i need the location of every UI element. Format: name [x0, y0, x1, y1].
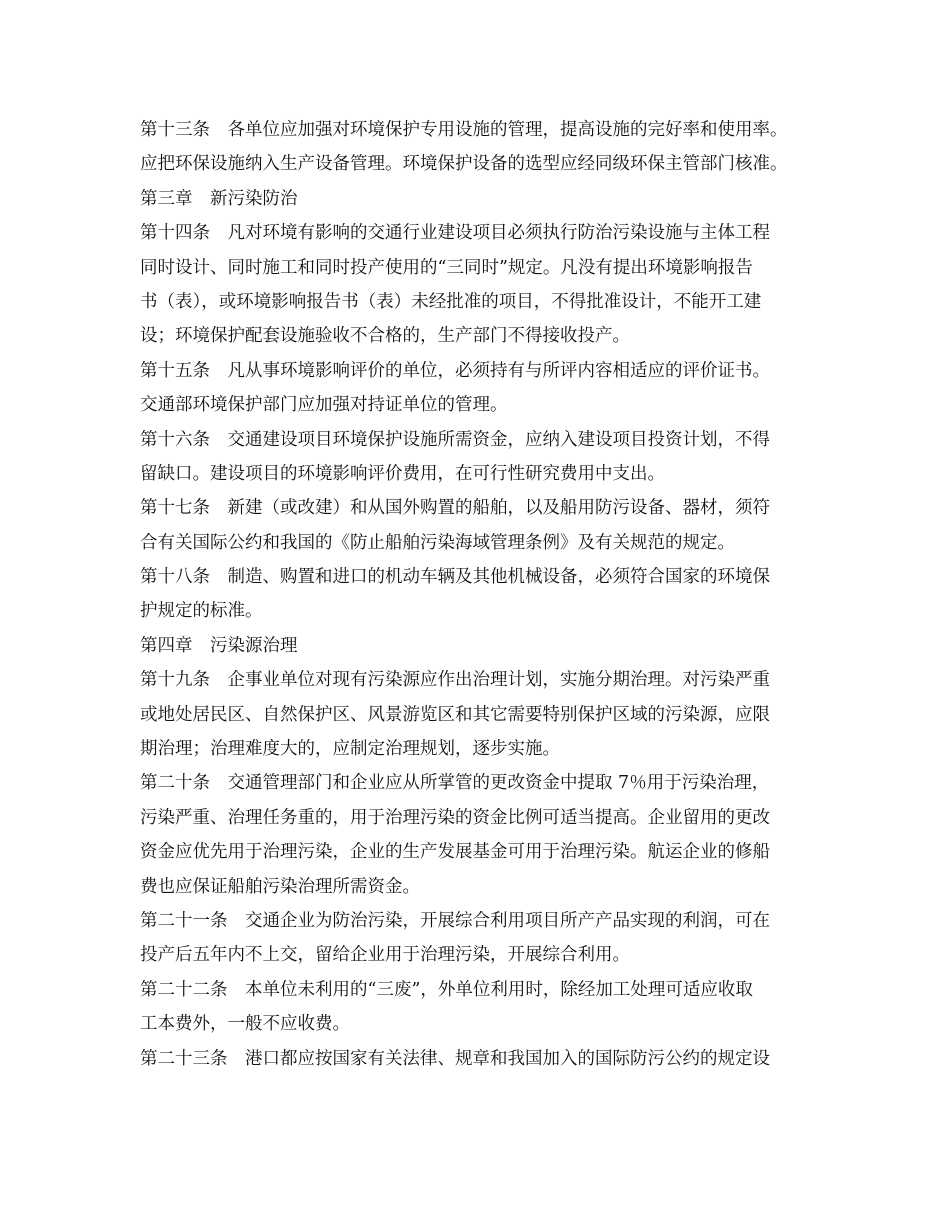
text-line: 工本费外，一般不应收费。	[140, 1014, 350, 1035]
text-line: 期治理；治理难度大的，应制定治理规划，逐步实施。	[140, 739, 560, 760]
text-line: 第十九条 企事业单位对现有污染源应作出治理计划，实施分期治理。对污染严重	[140, 670, 770, 691]
text-line: 第二十三条 港口都应按国家有关法律、规章和我国加入的国际防污公约的规定设	[140, 1048, 770, 1069]
text-line: 投产后五年内不上交，留给企业用于治理污染，开展综合利用。	[140, 945, 630, 966]
text-line: 设；环境保护配套设施验收不合格的，生产部门不得接收投产。	[140, 326, 630, 347]
text-line: 污染严重、治理任务重的，用于治理污染的资金比例可适当提高。企业留用的更改	[140, 807, 770, 828]
text-line: 第十八条 制造、购置和进口的机动车辆及其他机械设备，必须符合国家的环境保	[140, 567, 770, 588]
text-line: 合有关国际公约和我国的《防止船舶污染海域管理条例》及有关规范的规定。	[140, 532, 735, 553]
text-line: 第十五条 凡从事环境影响评价的单位，必须持有与所评内容相适应的评价证书。	[140, 360, 770, 381]
text-line: 费也应保证船舶污染治理所需资金。	[140, 876, 420, 897]
text-line: 书（表），或环境影响报告书（表）未经批准的项目，不得批准设计，不能开工建	[140, 291, 762, 312]
text-line: 第十三条 各单位应加强对环境保护专用设施的管理，提高设施的完好率和使用率。	[140, 120, 788, 140]
document-body	[140, 113, 830, 1076]
text-line: 应把环保设施纳入生产设备管理。环境保护设备的选型应经同级环保主管部门核准。	[140, 154, 788, 175]
text-line: 同时设计、同时施工和同时投产使用的“三同时”规定。凡没有提出环境影响报告	[140, 257, 753, 278]
text-line: 交通部环境保护部门应加强对持证单位的管理。	[140, 395, 508, 416]
text-line: 护规定的标准。	[140, 601, 263, 622]
text-line: 第十四条 凡对环境有影响的交通行业建设项目必须执行防治污染设施与主体工程	[140, 223, 770, 244]
chapter-heading: 第四章 污染源治理	[140, 635, 298, 656]
text-line: 或地处居民区、自然保护区、风景游览区和其它需要特别保护区域的污染源，应限	[140, 704, 770, 725]
text-line: 资金应优先用于治理污染，企业的生产发展基金可用于治理污染。航运企业的修船	[140, 842, 770, 863]
text-line: 第二十一条 交通企业为防治污染，开展综合利用项目所产产品实现的利润，可在	[140, 910, 770, 931]
text-line: 第十七条 新建（或改建）和从国外购置的船舶，以及船用防污设备、器材，须符	[140, 498, 770, 519]
text-line: 留缺口。建设项目的环境影响评价费用，在可行性研究费用中支出。	[140, 463, 665, 484]
text-line: 第二十条 交通管理部门和企业应从所掌管的更改资金中提取 7％用于污染治理，	[140, 773, 770, 794]
chapter-heading: 第三章 新污染防治	[140, 188, 298, 209]
text-line: 第二十二条 本单位未利用的“三废”，外单位利用时，除经加工处理可适应收取	[140, 979, 753, 1000]
text-line: 第十六条 交通建设项目环境保护设施所需资金，应纳入建设项目投资计划，不得	[140, 429, 770, 450]
